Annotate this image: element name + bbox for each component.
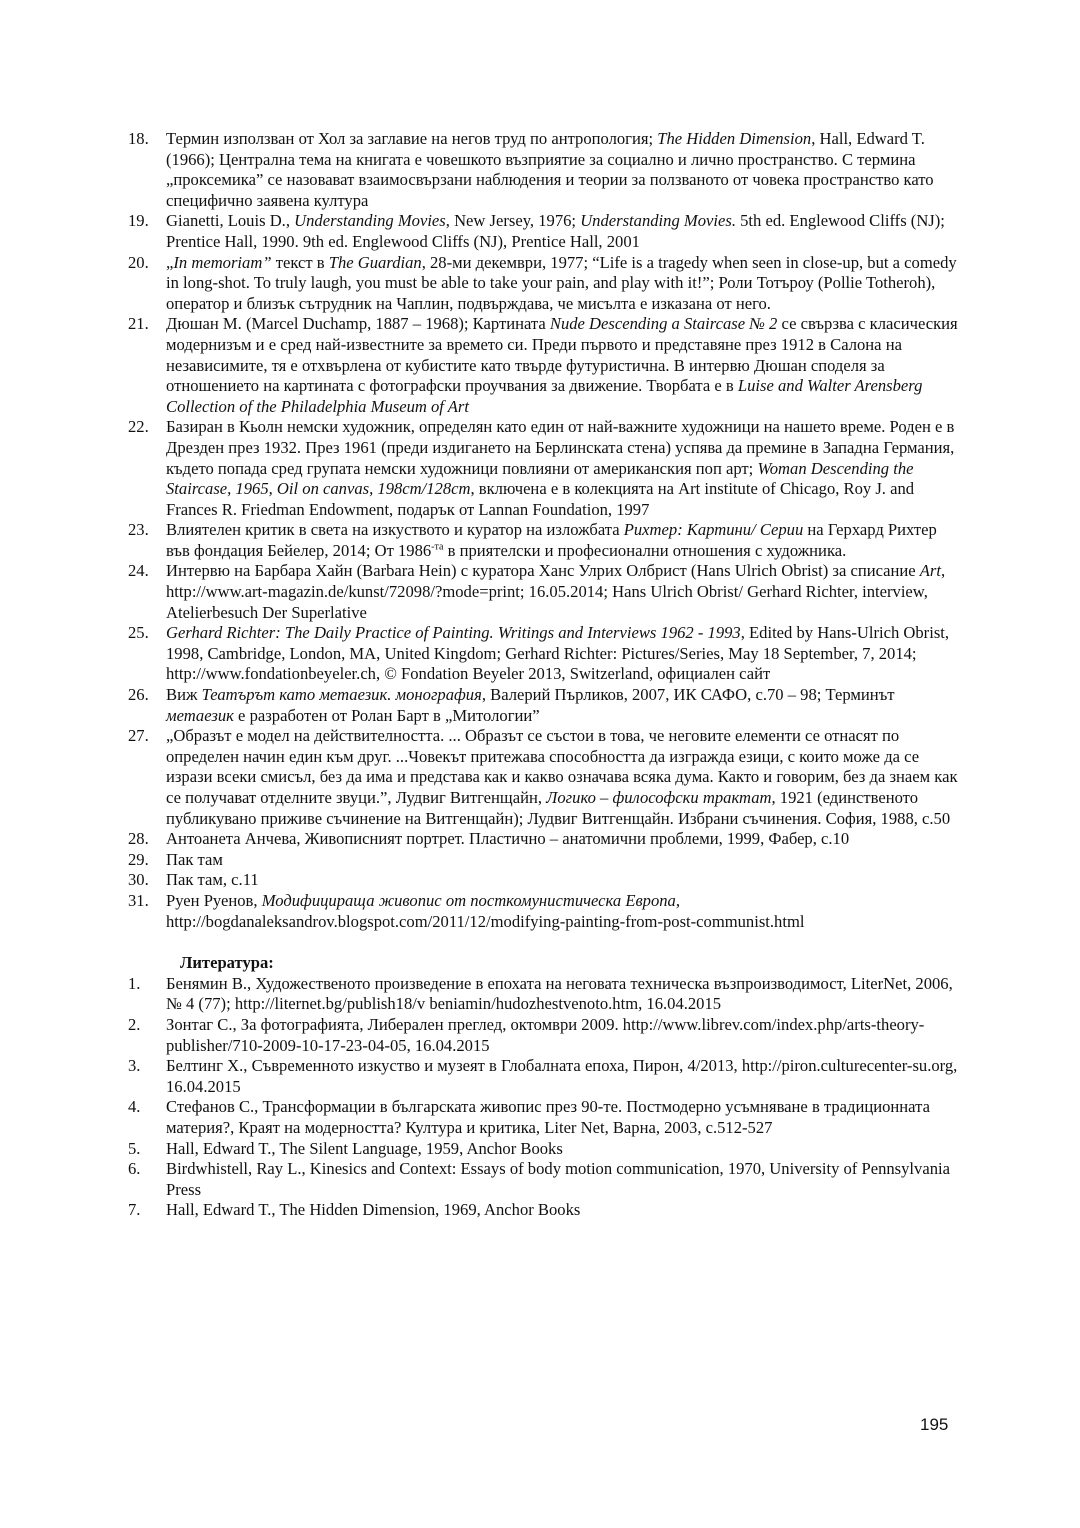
literature-text: Hall, Edward T., The Hidden Dimension, 1969, Anchor Books [166,1200,581,1220]
endnote-item [128,726,958,829]
endnote-number: 26. [128,685,149,705]
endnote-item [128,685,958,726]
endnote-number: 29. [128,849,149,869]
literature-number: 3. [128,1056,141,1076]
literature-number: 4. [128,1097,141,1117]
endnote-text: Пак там [166,849,223,869]
endnote-number: 23. [128,520,149,540]
endnote-text: Дюшан М. (Marcel Duchamp, 1887 – 1968); Картината Nude Descending a Staircase № 2 се свързва с класическия модернизъм и е сред най-известните за времето си. Преди първото и представяне през 1912 в Салона на независимите, тя е отхвърлена от кубистите като твърде футуристична. В интервю Дюшан споделя за отношението на картината с фотографски проучвания за движение. Творбата е в Luise and Walter Arensberg Collection of the Philadelphia Museum of Art [166,314,958,416]
endnote-item [128,561,958,623]
endnote-item [128,870,958,891]
literature-text: Бенямин В., Художественото произведение в епохата на неговата техническа възпроизводимост, LiterNet, 2006, № 4 (77); http://liternet.bg/publish18/v beniamin/hudozhestvenoto.htm, 16.04.2015 [166,973,953,1014]
endnote-number: 24. [128,561,149,581]
endnote-item [128,211,958,252]
literature-item [128,1097,958,1138]
literature-text: Зонтаг С., За фотографията, Либерален преглед, октомври 2009. http://www.librev.com/index.php/arts-theory-publisher/710-2009-10-17-23-04-05, 16.04.2015 [166,1014,925,1055]
page-number: 195 [920,1415,949,1434]
endnote-number: 28. [128,829,149,849]
endnote-item [128,850,958,871]
endnote-number: 27. [128,726,149,746]
literature-heading: Литература: [180,953,274,973]
endnote-item [128,623,958,685]
endnote-number: 22. [128,417,149,437]
endnote-number: 30. [128,870,149,890]
literature-text: Hall, Edward T., The Silent Language, 1959, Anchor Books [166,1138,563,1158]
notes-container [128,129,958,932]
literature-number: 2. [128,1014,141,1034]
endnote-item [128,129,958,211]
endnote-text: Виж Театърът като метаезик. монография, Валерий Пърликов, 2007, ИК САФО, с.70 – 98; Терминът метаезик е разработен от Ролан Барт в „Митологии” [166,685,895,725]
endnote-text: Антоанета Анчева, Живописният портрет. Пластично – анатомични проблеми, 1999, Фабер, с.10 [166,829,850,849]
literature-number: 7. [128,1200,141,1220]
literature-item [128,974,958,1015]
literature-list [128,974,958,1221]
endnote-text: „Образът е модел на действителността. ... Образът се състои в това, че неговите елементи се отнасят по определен начин един към друг. ...Човекът притежава способността да изгражда езици, с които може да се изрази всеки смисъл, без да има и представа как и какво означава всяка дума. Както и говорим, без да знаем как се получават отделните звуци.”, Лудвиг Витгенщайн, Логико – философски трактат, 1921 (единственото публикувано приживе съчинение на Витгенщайн); Лудвиг Витгенщайн. Избрани съчинения. София, 1988, с.50 [166,726,958,828]
endnote-text: Gianetti, Louis D., Understanding Movies, New Jersey, 1976; Understanding Movies. 5th ed. Englewood Cliffs (NJ); Prentice Hall, 1990. 9th ed. Englewood Cliffs (NJ), Prentice Hall, 2001 [166,211,945,251]
endnote-item [128,829,958,850]
endnote-text: Влиятелен критик в света на изкуството и куратор на изложбата Рихтер: Картини/ Серии на Герхард Рихтер във фондация Бейелер, 2014; От $1986^{-та}$ в приятелски и професионални отношения с художника. [166,520,937,560]
endnote-text: Термин използван от Хол за заглавие на негов труд по антропология; The Hidden Dimension, Hall, Edward T. (1966); Централна тема на книгата е човешкото възприятие за социално и лично пространство. С термина „проксемика” се назовават взаимосвързани наблюдения и теории за ползваното от човека пространство като специфично заявена култура [166,129,934,210]
endnote-number: 21. [128,314,149,334]
endnote-number: 25. [128,623,149,643]
endnote-number: 20. [128,252,149,272]
literature-item [128,1159,958,1200]
literature-text: Birdwhistell, Ray L., Kinesics and Context: Essays of body motion communication, 1970, University of Pennsylvania Press [166,1159,950,1199]
endnote-item [128,891,958,932]
endnote-number: 19. [128,211,149,231]
endnote-text: Пак там, с.11 [166,870,259,890]
endnote-item [128,417,958,520]
endnote-number: 18. [128,129,149,148]
literature-item [128,1015,958,1056]
endnote-text: „In memoriam” текст в The Guardian, 28-ми декември, 1977; “Life is a tragedy when seen in close-up, but a comedy in long-shot. To truly laugh, you must be able to take your pain, and play with it!”; Роли Тотъроу (Pollie Totheroh), оператор и близък сътрудник на Чаплин, подвърждава, че мисълта е изказана от него. [166,252,957,313]
literature-number: 6. [128,1159,141,1179]
endnotes-list [128,129,958,1221]
literature-item [128,1200,958,1221]
endnote-text: Gerhard Richter: The Daily Practice of Painting. Writings and Interviews 1962 - 1993, Edited by Hans-Ulrich Obrist, 1998, Cambridge, London, MA, United Kingdom; Gerhard Richter: Pictures/Series, May 18 September, 7, 2014; http://www.fondationbeyeler.ch, © Fondation Beyeler 2013, Switzerland, официален сайт [166,623,950,684]
literature-item [128,1056,958,1097]
literature-number: 5. [128,1138,141,1158]
endnote-item [128,314,958,417]
endnote-text: Руен Руенов, Модифицираща живопис от посткомунистическа Европа, http://bogdanaleksandrov.blogspot.com/2011/12/modifying-painting-from-post-communist.html [166,890,805,931]
literature-item [128,1139,958,1160]
endnote-text: Интервю на Барбара Хайн (Barbara Hein) с куратора Ханс Улрих Олбрист (Hans Ulrich Obrist) за списание Art, http://www.art-magazin.de/kunst/72098/?mode=print; 16.05.2014; Hans Ulrich Obrist/ Gerhard Richter, interview, Atelierbesuch Der Superlative [166,561,946,622]
literature-number: 1. [128,973,141,993]
endnote-item [128,253,958,315]
literature-text: Белтинг Х., Съвременното изкуство и музеят в Глобалната епоха, Пирон, 4/2013, http://piron.culturecenter-su.org, 16.04.2015 [166,1056,958,1096]
literature-text: Стефанов С., Трансформации в българската живопис през 90-те. Постмодерно усъмняване в традиционната материя?, Краят на модерността? Култура и критика, Liter Net, Варна, 2003, с.512-527 [166,1097,930,1137]
endnote-number: 31. [128,890,149,910]
endnote-item [128,520,958,561]
endnote-text: Базиран в Кьолн немски художник, определян като един от най-важните художници на нашето време. Роден е в Дрезден през 1932. През 1961 (преди издигането на Берлинската стена) успява да премине в Западна Германия, където попада сред групата немски художници повлияни от американския поп арт; Woman Descending the Staircase, 1965, Oil on canvas, 198cm/128cm, включена е в колекцията на Art institute of Chicago, Roy J. and Frances R. Friedman Endowment, подарък от Lannan Foundation, 1997 [166,417,955,519]
